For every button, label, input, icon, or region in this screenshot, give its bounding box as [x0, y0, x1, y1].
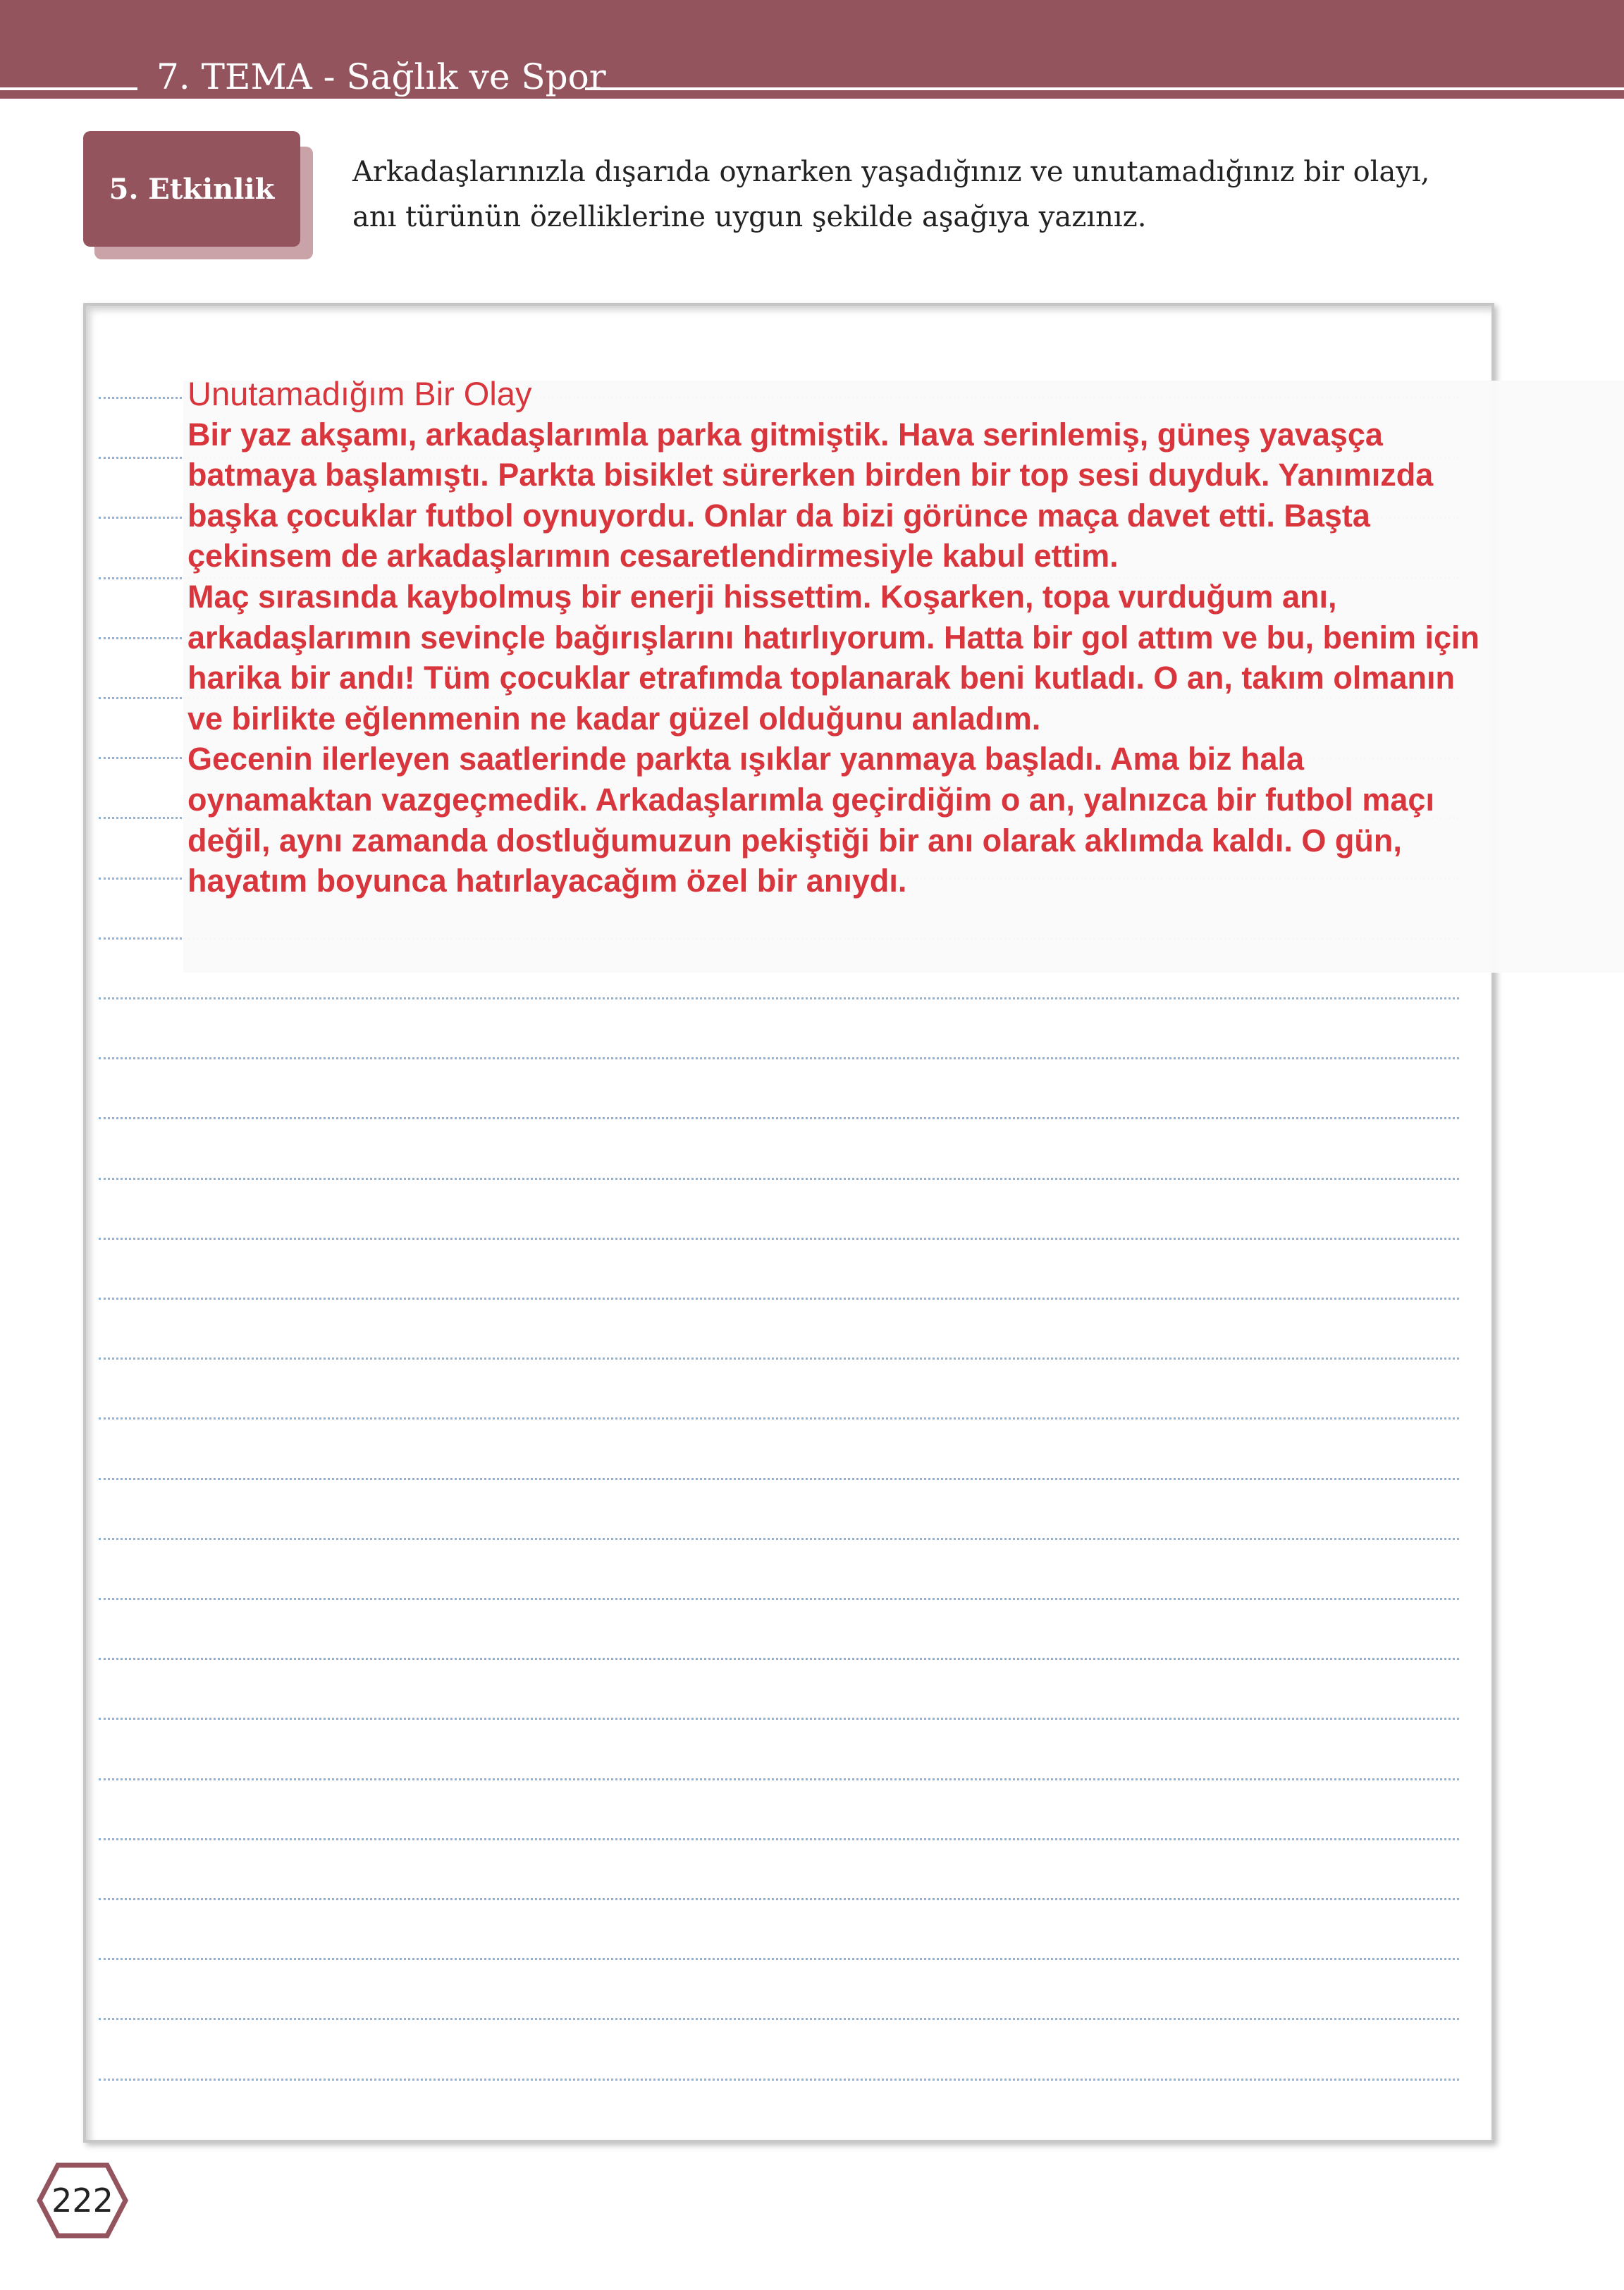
answer-line: Maç sırasında kaybolmuş bir enerji hissettim. Koşarken, topa vurduğum anı, — [187, 578, 1337, 615]
answer-line: Bir yaz akşamı, arkadaşlarımla parka gitmiştik. Hava serinlemiş, güneş yavaşça — [187, 416, 1383, 453]
answer-line: değil, aynı zamanda dostluğumuzun pekiştiği bir anı olarak aklımda kaldı. O gün, — [187, 822, 1402, 858]
answer-line: başka çocuklar futbol oynuyordu. Onlar da bizi görünce maça davet etti. Başta — [187, 497, 1370, 534]
dotted-line — [99, 1838, 1459, 1840]
dotted-line — [99, 1658, 1459, 1660]
answer-line: harika bir andı! Tüm çocuklar etrafımda toplanarak beni kutladı. O an, takım olmanın — [187, 660, 1455, 696]
activity-instruction — [352, 149, 1537, 240]
dotted-line — [99, 1598, 1459, 1600]
answer-line: ve birlikte eğlenmenin ne kadar güzel olduğunu anladım. — [187, 700, 1041, 737]
dotted-line — [99, 1778, 1459, 1780]
handwritten-answer — [187, 374, 1618, 901]
instruction-line: anı türünün özelliklerine uygun şekilde aşağıya yazınız. — [352, 201, 1147, 233]
dotted-line — [99, 1718, 1459, 1720]
dotted-line — [99, 1478, 1459, 1480]
header-rule-right — [585, 87, 1624, 90]
theme-title: 7. TEMA - Sağlık ve Spor — [156, 56, 606, 97]
page-number: 222 — [51, 2181, 113, 2220]
page-number-badge — [37, 2162, 128, 2239]
dotted-line — [99, 1298, 1459, 1300]
dotted-line — [99, 1238, 1459, 1240]
answer-line: çekinsem de arkadaşlarımın cesaretlendirmesiyle kabul ettim. — [187, 538, 1119, 574]
answer-line: batmaya başlamıştı. Parkta bisiklet sürerken birden bir top sesi duyduk. Yanımızda — [187, 457, 1434, 493]
answer-line: hayatım boyunca hatırlayacağım özel bir anıydı. — [187, 863, 907, 899]
dotted-line — [99, 1538, 1459, 1540]
dotted-line — [99, 1898, 1459, 1900]
answer-line: oynamaktan vazgeçmedik. Arkadaşlarımla geçirdiğim o an, yalnızca bir futbol maçı — [187, 781, 1434, 818]
dotted-line — [99, 1057, 1459, 1059]
dotted-line — [99, 1358, 1459, 1360]
answer-line: arkadaşlarımın sevinçle bağırışlarını hatırlıyorum. Hatta bir gol attım ve bu, benim için — [187, 619, 1480, 655]
instruction-line: Arkadaşlarınızla dışarıda oynarken yaşadığınız ve unutamadığınız bir olayı, — [352, 156, 1430, 188]
answer-title: Unutamadığım Bir Olay — [187, 375, 532, 412]
dotted-line — [99, 1958, 1459, 1960]
dotted-line — [99, 997, 1459, 999]
dotted-line — [99, 1117, 1459, 1119]
dotted-line — [99, 1178, 1459, 1180]
dotted-line — [99, 2079, 1459, 2081]
activity-badge: 5. Etkinlik — [83, 131, 300, 247]
dotted-line — [99, 1417, 1459, 1420]
dotted-line — [99, 2018, 1459, 2020]
answer-line: Gecenin ilerleyen saatlerinde parkta ışıklar yanmaya başladı. Ama biz hala — [187, 741, 1305, 777]
header-rule-left — [0, 87, 137, 90]
